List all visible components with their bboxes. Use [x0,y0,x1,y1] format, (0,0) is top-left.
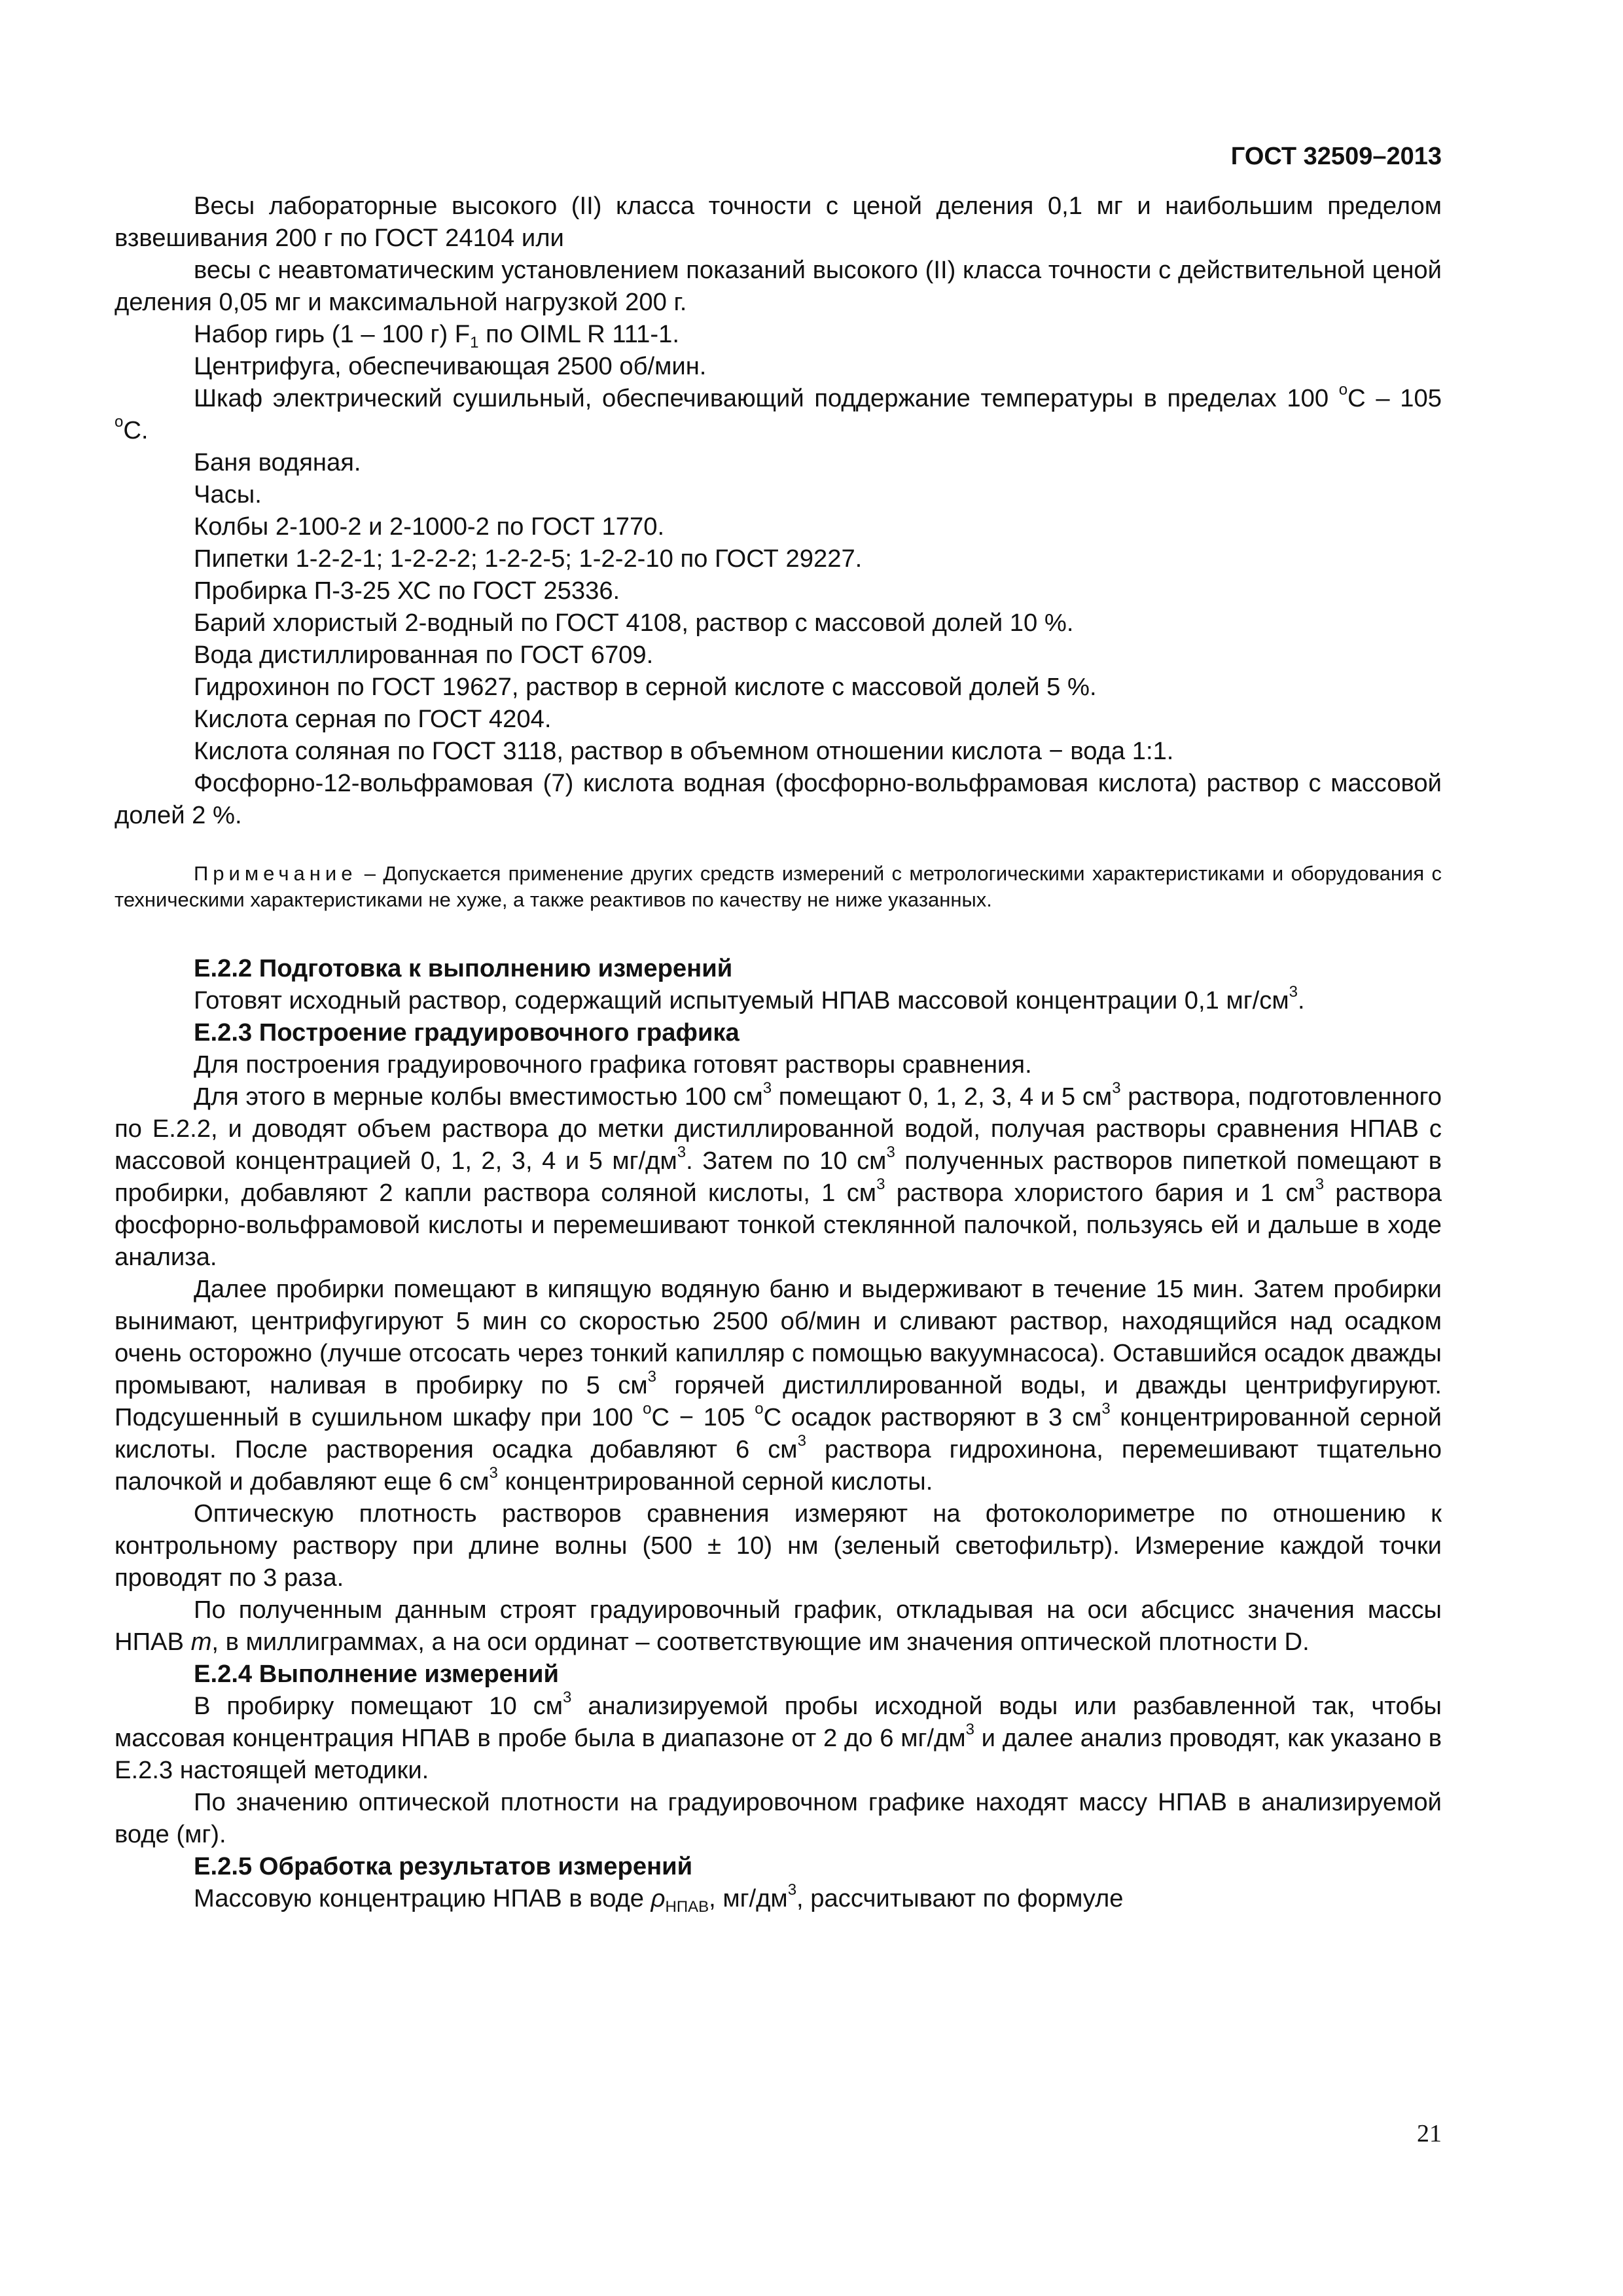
equipment-item: Пипетки 1-2-2-1; 1-2-2-2; 1-2-2-5; 1-2-2-10 по ГОСТ 29227. [194,545,863,573]
equipment-item: Колбы 2-100-2 и 2-1000-2 по ГОСТ 1770. [194,512,665,541]
paragraph: Для построения градуировочного графика готовят растворы сравнения. [194,1050,1032,1079]
document-body [115,190,1442,1914]
section-heading-e22: Е.2.2 Подготовка к выполнению измерений [194,954,733,982]
paragraph: Готовят исходный раствор, содержащий испытуемый НПАВ массовой концентрации 0,1 $мг/см^3$. [194,983,1305,1014]
equipment-item: Гидрохинон по ГОСТ 19627, раствор в серной кислоте с массовой долей 5 %. [194,673,1097,701]
equipment-item: Кислота соляная по ГОСТ 3118, раствор в объемном отношении кислота − вода 1:1. [194,737,1174,765]
section-heading-e24: Е.2.4 Выполнение измерений [194,1660,559,1688]
equipment-item: Барий хлористый 2-водный по ГОСТ 4108, раствор с массовой долей 10 %. [194,609,1074,637]
paragraph: По значению оптической плотности на градуировочном графике находят массу НПАВ в анализируемой воде (мг). [115,1788,1442,1848]
note-text: – Допускается применение других средств измерений с метрологическими характеристиками и оборудования с техническими характеристиками не хуже, а также реактивов по качеству не ниже указанных. [115,862,1442,911]
equipment-item: Набор гирь (1 – 100 г) $F_1$ по OIML R 111-1. [194,320,679,351]
equipment-item: Шкаф электрический сушильный, обеспечивающий поддержание температуры в пределах 100 $^o$С – 105 $^o$С. [115,381,1442,444]
equipment-item: Вода дистиллированная по ГОСТ 6709. [194,641,654,669]
paragraph: Оптическую плотность растворов сравнения измеряют на фотоколориметре по отношению к контрольному раствору при длине волны (500 ± 10) нм (зеленый светофильтр). Измерение каждой точки проводят по 3 раза. [115,1499,1442,1592]
paragraph: Далее пробирки помещают в кипящую водяную баню и выдерживают в течение 15 мин. Затем пробирки вынимают, центрифугируют 5 мин со скоростью 2500 об/мин и сливают раствор, находящийся над осадком очень осторожно (лучше отсосать через тонкий капилляр с помощью вакуумнасоса). Оставшийся осадок дважды промывают, наливая в пробирку по 5 $см^3$ горячей дистиллированной воды, и дважды центрифугируют. Подсушенный в сушильном шкафу при 100 $^o$С − 105 $^o$С осадок растворяют в 3 $см^3$ концентрированной серной кислоты. После растворения осадка добавляют 6 $см^3$ раствора гидрохинона, перемешивают тщательно палочкой и добавляют еще 6 $см^3$ концентрированной серной кислоты. [115,1275,1442,1496]
equipment-item: Пробирка П-3-25 ХС по ГОСТ 25336. [194,577,620,605]
equipment-item: Весы лабораторные высокого (II) класса точности с ценой деления 0,1 мг и наибольшим пределом взвешивания 200 г по ГОСТ 24104 или [115,192,1442,252]
standard-number: ГОСТ 32509–2013 [1230,143,1442,170]
equipment-item: Часы. [194,480,262,509]
equipment-item: Баня водяная. [194,448,361,476]
note [115,861,1442,913]
paragraph: Для этого в мерные колбы вместимостью 100 $см^3$ помещают 0, 1, 2, 3, 4 и 5 $см^3$ раствора, подготовленного по Е.2.2, и доводят объем раствора до метки дистиллированной водой, получая растворы сравнения НПАВ с массовой концентрацией 0, 1, 2, 3, 4 и 5 $мг/дм^3$. Затем по 10 $см^3$ полученных растворов пипеткой помещают в пробирки, добавляют 2 капли раствора соляной кислоты, 1 $см^3$ раствора хлористого бария и 1 $см^3$ раствора фосфорно-вольфрамовой кислоты и перемешивают тонкой стеклянной палочкой, пользуясь ей и дальше в ходе анализа. [115,1079,1442,1271]
equipment-item: Кислота серная по ГОСТ 4204. [194,705,552,733]
page-number: 21 [1417,2120,1442,2147]
equipment-item: весы с неавтоматическим установлением показаний высокого (II) класса точности с действительной ценой деления 0,05 мг и максимальной нагрузкой 200 г. [115,256,1442,316]
section-heading-e23: Е.2.3 Построение градуировочного графика [194,1018,740,1047]
paragraph: По полученным данным строят градуировочный график, откладывая на оси абсцисс значения массы НПАВ m, в миллиграммах, а на оси ординат – соответствующие им значения оптической плотности D. [115,1596,1442,1656]
section-heading-e25: Е.2.5 Обработка результатов измерений [194,1852,693,1880]
equipment-item: Фосфорно-12-вольфрамовая (7) кислота водная (фосфорно-вольфрамовая кислота) раствор с массовой долей 2 %. [115,769,1442,829]
note-label: Примечание [194,862,357,885]
paragraph: В пробирку помещают 10 $см^3$ анализируемой пробы исходной воды или разбавленной так, чтобы массовая концентрация НПАВ в пробе была в диапазоне от 2 до 6 $мг/дм^3$ и далее анализ проводят, как указано в Е.2.3 настоящей методики. [115,1689,1442,1784]
equipment-item: Центрифуга, обеспечивающая 2500 об/мин. [194,352,707,380]
paragraph: Массовую концентрацию НПАВ в воде $\rho_{НПАВ}$, $мг/дм^3$, рассчитывают по формуле [194,1881,1124,1916]
